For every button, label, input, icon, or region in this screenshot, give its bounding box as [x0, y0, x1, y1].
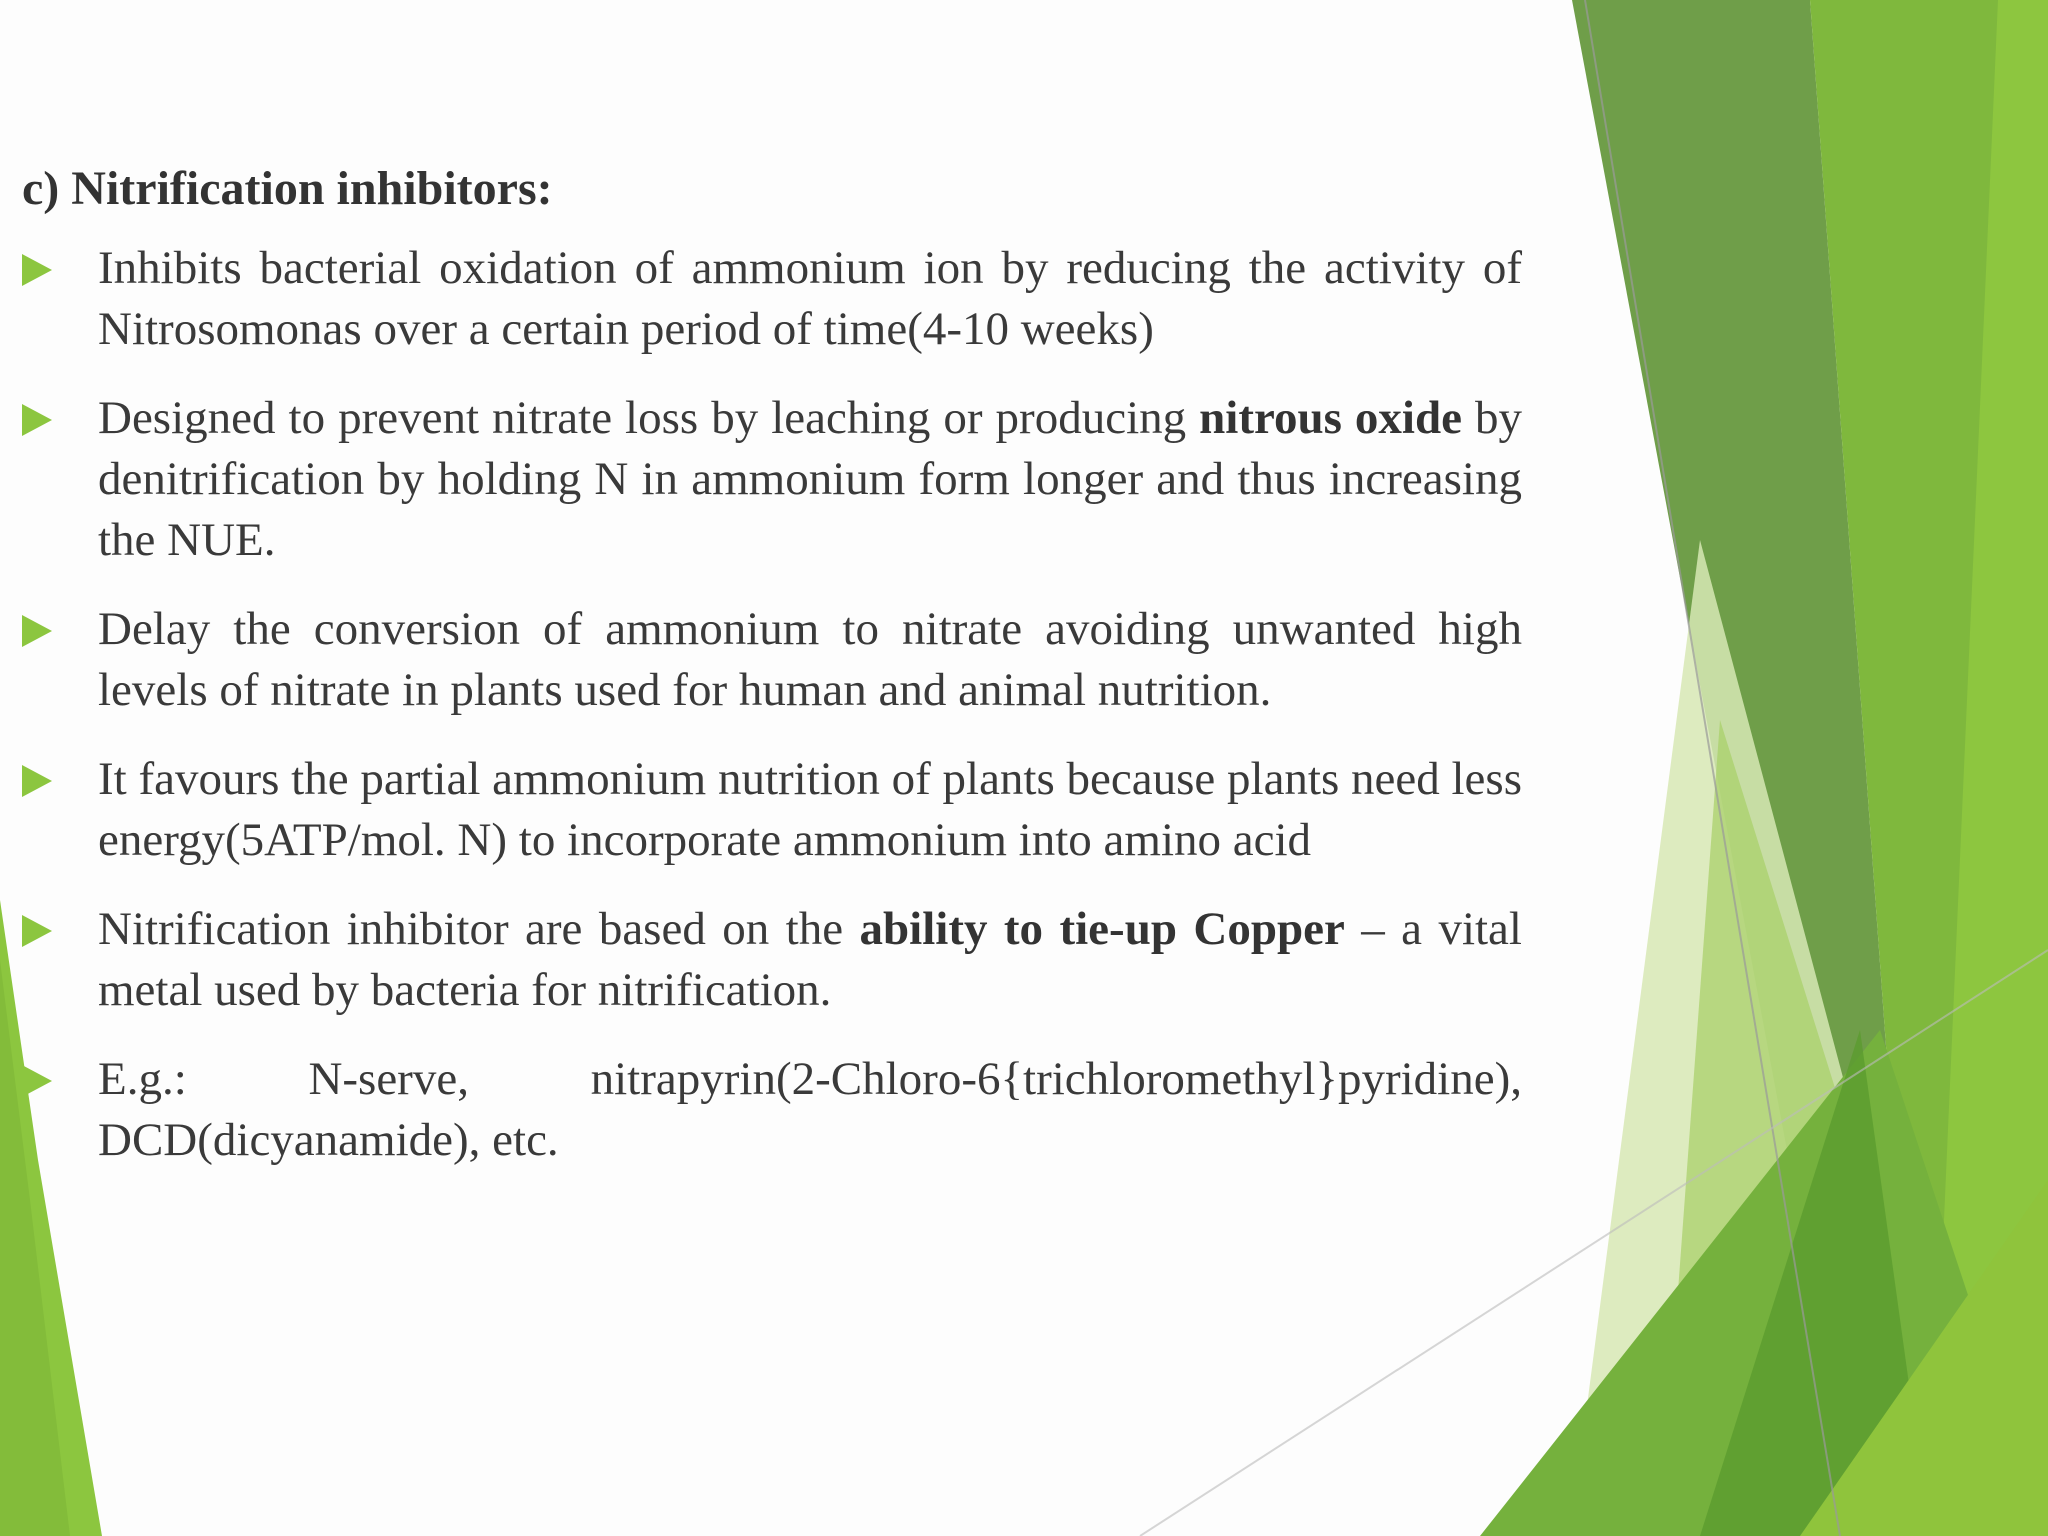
- bullet-triangle-icon: [22, 915, 52, 947]
- bullet-item: [22, 599, 1522, 721]
- bullet-text-part: Designed to prevent nitrate loss by leaching or producing: [98, 392, 1200, 444]
- bullet-text: [98, 603, 1522, 716]
- bullet-text-part: Nitrification inhibitor are based on the: [98, 903, 860, 955]
- slide-content: [22, 158, 1522, 1199]
- bullet-text-part: It favours the partial ammonium nutrition of plants because plants need less energy(5ATP/mol. N) to incorporate ammonium into amino acid: [98, 753, 1522, 866]
- bullet-item: [22, 1049, 1522, 1171]
- bullet-text-part: – a vital metal used by bacteria for nitrification.: [98, 903, 1522, 1016]
- bullet-item: [22, 899, 1522, 1021]
- bullet-triangle-icon: [22, 254, 52, 286]
- bullet-bold-text: nitrous oxide: [1199, 392, 1462, 444]
- bullet-text: [98, 1053, 1522, 1166]
- bullet-list: [22, 238, 1522, 1171]
- bullet-text-part: by denitrification by holding N in ammonium form longer and thus increasing the NUE.: [98, 392, 1523, 566]
- bullet-triangle-icon: [22, 765, 52, 797]
- bullet-triangle-icon: [22, 404, 52, 436]
- bullet-text: [98, 242, 1522, 355]
- bullet-bold-text: ability to tie-up Copper: [859, 903, 1345, 955]
- bullet-triangle-icon: [22, 615, 52, 647]
- bullet-text: [98, 903, 1522, 1016]
- bullet-text: [98, 753, 1522, 866]
- bullet-item: [22, 388, 1522, 571]
- bullet-text: [98, 392, 1522, 566]
- bullet-item: [22, 749, 1522, 871]
- slide-heading: c) Nitrification inhibitors:: [22, 162, 553, 215]
- bullet-text-part: E.g.: N-serve, nitrapyrin(2-Chloro-6{trichloromethyl}pyridine), DCD(dicyanamide), etc.: [98, 1053, 1522, 1166]
- bullet-item: [22, 238, 1522, 360]
- bullet-text-part: Delay the conversion of ammonium to nitrate avoiding unwanted high levels of nitrate in plants used for human and animal nutrition.: [98, 603, 1522, 716]
- bullet-triangle-icon: [22, 1065, 52, 1097]
- bullet-text-part: Inhibits bacterial oxidation of ammonium ion by reducing the activity of Nitrosomonas over a certain period of time(4-10 weeks): [98, 242, 1522, 355]
